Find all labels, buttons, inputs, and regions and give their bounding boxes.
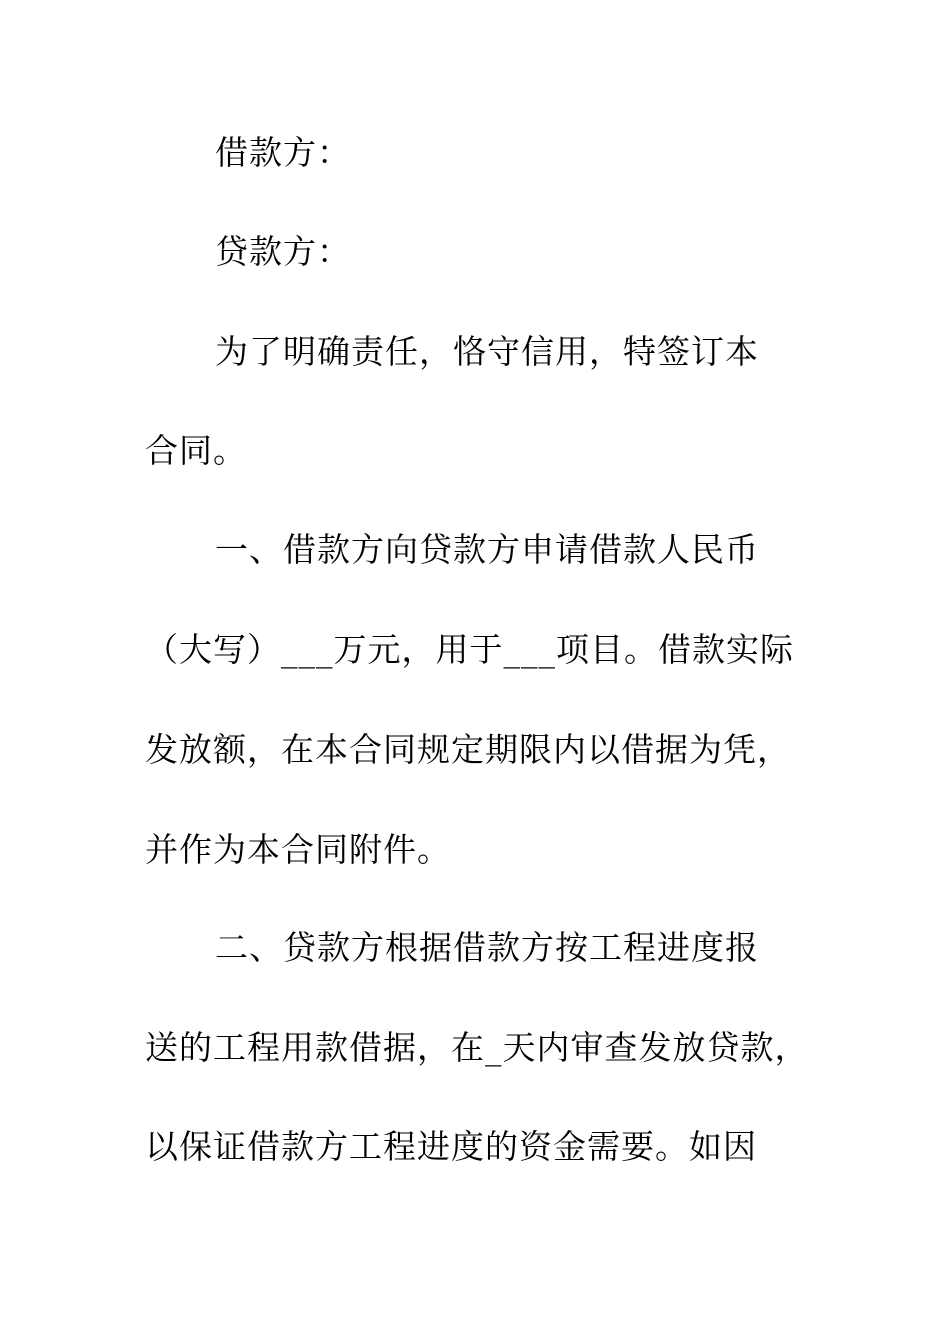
clause-1-line-2: （大写）___万元，用于___项目。借款实际 [145, 630, 794, 669]
clause-2-line-3: 以保证借款方工程进度的资金需要。如因 [145, 1127, 757, 1166]
preamble-line-1: 为了明确责任，恪守信用，特签订本 [215, 332, 759, 371]
clause-1-line-1: 一、借款方向贷款方申请借款人民币 [215, 530, 759, 569]
clause-1-line-3: 发放额，在本合同规定期限内以借据为凭， [145, 730, 791, 769]
borrower-label: 借款方： [215, 133, 351, 172]
lender-label: 贷款方： [215, 232, 351, 271]
preamble-line-2: 合同。 [145, 431, 247, 470]
clause-2-line-2: 送的工程用款借据，在_天内审查发放贷款， [145, 1028, 809, 1067]
clause-1-line-4: 并作为本合同附件。 [145, 830, 451, 869]
clause-2-line-1: 二、贷款方根据借款方按工程进度报 [215, 928, 759, 967]
